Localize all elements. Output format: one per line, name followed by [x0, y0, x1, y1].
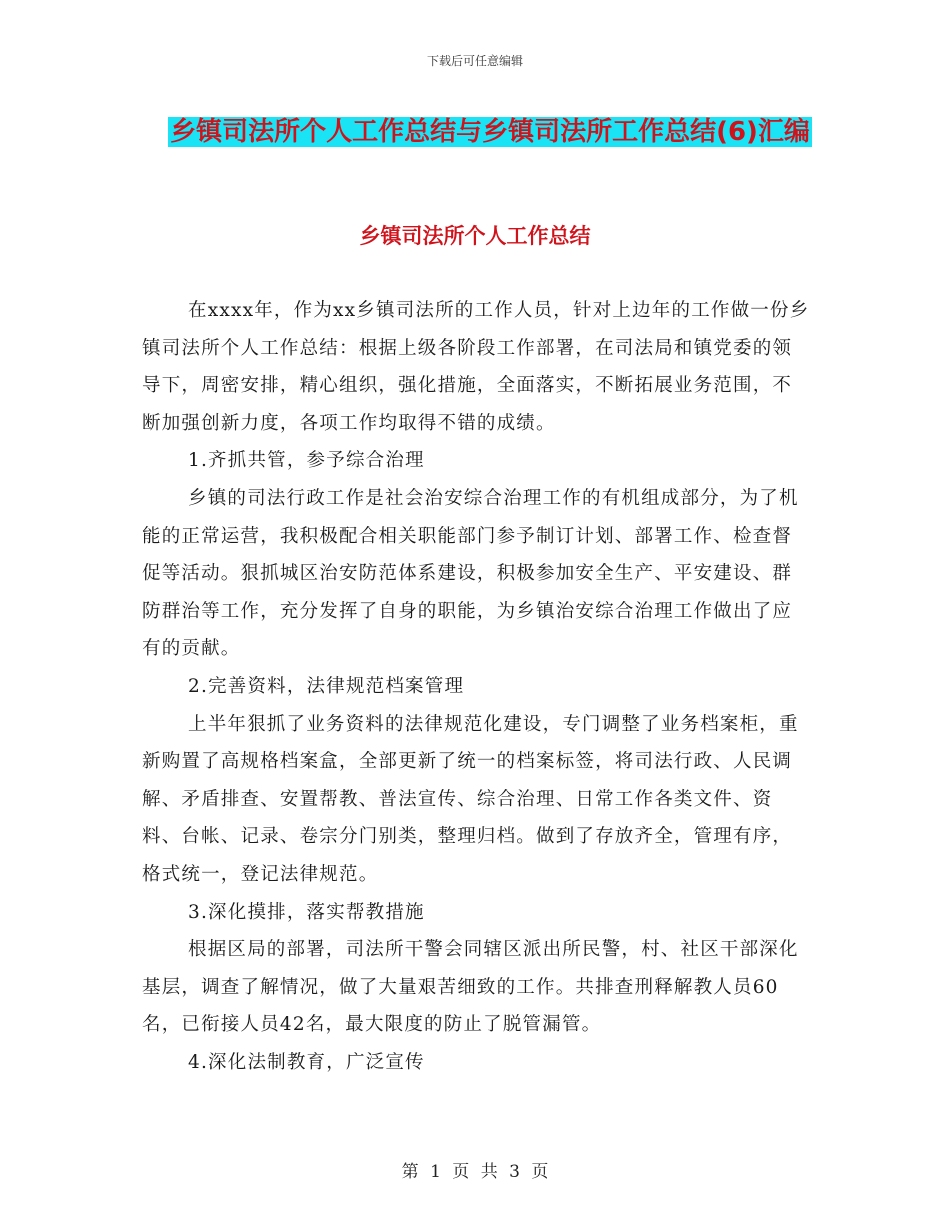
subheading: 2.完善资料，法律规范档案管理: [188, 675, 465, 697]
paragraph: 在xxxx年，作为xx乡镇司法所的工作人员，针对上边年的工作做一份乡镇司法所个人工作总结：根据上级各阶段工作部署，在司法局和镇党委的领导下，周密安排，精心组织，强化措施，全面落实，不断拓展业务范围，不断加强创新力度，各项工作均取得不错的成绩。: [142, 300, 810, 434]
subheading: 3.深化摸排，落实帮教措施: [188, 901, 425, 923]
document-title: [150, 108, 830, 156]
header-note: 下载后可任意编辑: [426, 54, 523, 68]
page-number: 第 1 页 共 3 页: [401, 1162, 549, 1182]
paragraph: 上半年狠抓了业务资料的法律规范化建设，专门调整了业务档案柜，重新购置了高规格档案盒，全部更新了统一的档案标签，将司法行政、人民调解、矛盾排查、安置帮教、普法宣传、综合治理、日常工作各类文件、资料、台帐、记录、卷宗分门别类，整理归档。做到了存放齐全，管理有序，格式统一，登记法律规范。: [142, 713, 799, 885]
document-body: [142, 292, 810, 1081]
subheading: 4.深化法制教育，广泛宣传: [188, 1051, 425, 1073]
section-title: 乡镇司法所个人工作总结: [359, 224, 591, 248]
subheading: 1.齐抓共管，参予综合治理: [188, 450, 425, 472]
paragraph: 乡镇的司法行政工作是社会治安综合治理工作的有机组成部分，为了机能的正常运营，我积极配合相关职能部门参予制订计划、部署工作、检查督促等活动。狠抓城区治安防范体系建设，积极参加安全生产、平安建设、群防群治等工作，充分发挥了自身的职能，为乡镇治安综合治理工作做出了应有的贡献。: [142, 487, 799, 660]
document-title-text: 乡镇司法所个人工作总结与乡镇司法所工作总结(6)汇编: [170, 117, 810, 147]
paragraph: 根据区局的部署，司法所干警会同辖区派出所民警，村、社区干部深化基层，调查了解情况，做了大量艰苦细致的工作。共排查刑释解教人员60名，已衔接人员42名，最大限度的防止了脱管漏管。: [142, 939, 799, 1036]
